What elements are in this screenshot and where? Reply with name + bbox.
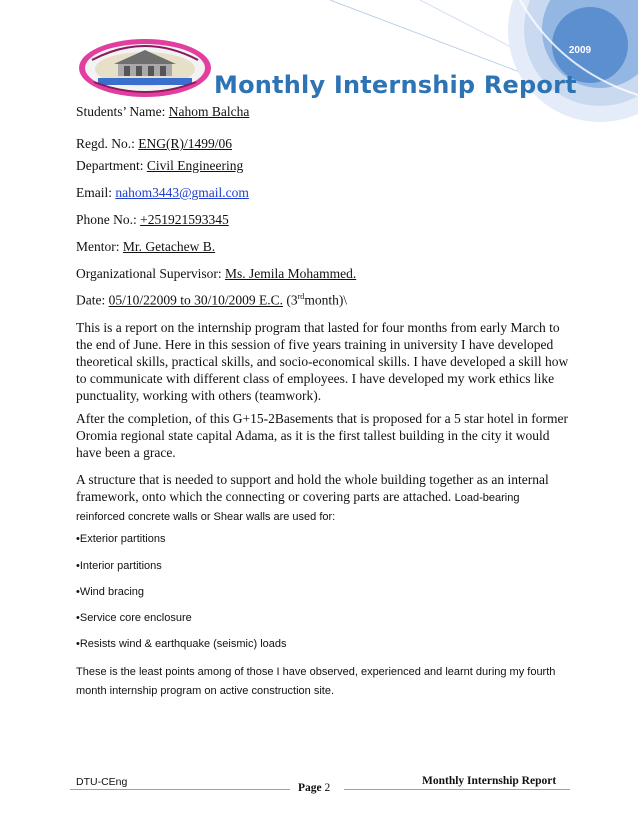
closing-paragraph: These is the least points among of those I have observed, experienced and learnt during my fourth month internship program on active construction site.	[76, 666, 556, 697]
department-label: Department:	[76, 158, 144, 173]
bullet-item: •Exterior partitions	[76, 533, 166, 545]
department-value: Civil Engineering	[146, 158, 244, 173]
footer-right-text: Monthly Internship Report	[422, 775, 557, 787]
paragraph-building: After the completion, of this G+15-2Basements that is proposed for a 5 star hotel in former Oromia regional state capital Adama, as it is the first tallest building in the city it would have been a grace.	[76, 411, 568, 460]
bullet-item: •Resists wind & earthquake (seismic) loads	[76, 638, 287, 650]
supervisor-label: Organizational Supervisor:	[76, 266, 222, 281]
report-title: Monthly Internship Report	[214, 71, 577, 99]
mentor-row	[76, 239, 215, 255]
date-month-open: (3	[286, 292, 298, 308]
footer-line-left	[70, 789, 290, 790]
email-link[interactable]: nahom3443@gmail.com	[115, 185, 249, 200]
footer-page-number	[298, 782, 330, 794]
date-value: 05/10/22009 to 30/10/2009 E.C.	[108, 292, 284, 308]
footer-page-label: Page	[298, 782, 322, 794]
bullet-item: •Wind bracing	[76, 586, 145, 598]
year-badge: 2009	[568, 45, 592, 56]
paragraph-structure-small: Load-bearing reinforced concrete walls or Shear walls are used for:	[76, 492, 520, 523]
university-logo	[78, 38, 212, 98]
regd-row	[76, 136, 232, 152]
supervisor-value: Ms. Jemila Mohammed.	[224, 266, 357, 281]
students-name-label: Students’ Name:	[76, 104, 166, 119]
bullet-item: •Interior partitions	[76, 560, 162, 572]
students-name-row	[76, 104, 249, 120]
date-label: Date:	[76, 292, 106, 308]
mentor-label: Mentor:	[76, 239, 120, 254]
regd-value: ENG(R)/1499/06	[138, 136, 232, 151]
paragraph-structure-text: A structure that is needed to support and hold the whole building together as an internal framework, onto which the connecting or covering parts are attached.	[76, 472, 549, 504]
department-row	[76, 158, 243, 174]
supervisor-row	[76, 266, 356, 282]
regd-label: Regd. No.:	[76, 136, 135, 151]
paragraph-structure	[76, 471, 571, 526]
phone-row	[76, 212, 229, 228]
footer-left-text: DTU-CEng	[76, 776, 128, 788]
date-month-sup: rd	[297, 292, 305, 301]
email-row	[76, 185, 249, 201]
date-month-close: month)\	[304, 292, 348, 308]
mentor-value: Mr. Getachew B.	[122, 239, 216, 254]
paragraph-intro: This is a report on the internship program that lasted for four months from early March to the end of June. Here in this session of five years training in university I have developed theoretical skills, practical skills, and socio-economical skills. I have developed a skill how to communicate with different class of employees. I have developed my work ethics like punctuality, working with others (teamwork).	[76, 320, 569, 403]
phone-value: +251921593345	[140, 212, 229, 227]
phone-label: Phone No.:	[76, 212, 137, 227]
date-row	[76, 292, 347, 309]
footer-page-value: 2	[324, 782, 331, 794]
footer-line-right	[344, 789, 570, 790]
students-name-value: Nahom Balcha	[168, 104, 250, 119]
bullet-item: •Service core enclosure	[76, 612, 192, 624]
email-label: Email:	[76, 185, 112, 200]
